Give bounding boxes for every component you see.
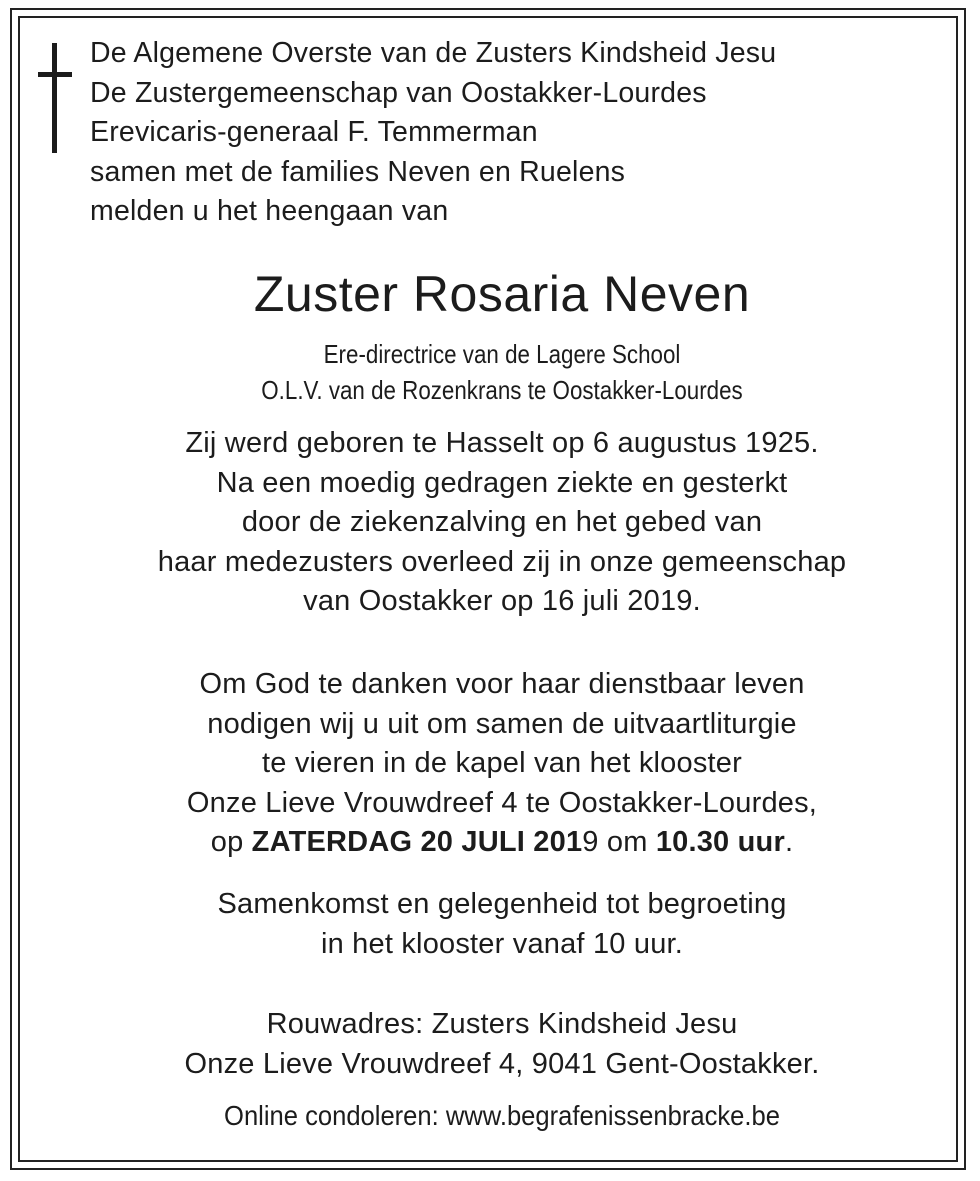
announcer-line: melden u het heengaan van	[90, 195, 449, 227]
announcer-line: Erevicaris-generaal F. Temmerman	[90, 116, 538, 148]
funeral-block	[0, 665, 980, 863]
funeral-line: Onze Lieve Vrouwdreef 4 te Oostakker-Lourdes,	[186, 786, 818, 819]
biography-line: haar medezusters overleed zij in onze gemeenschap	[157, 545, 847, 578]
cross-icon	[38, 43, 72, 155]
funeral-date-line	[0, 823, 980, 863]
announcers-block	[90, 34, 776, 232]
deceased-name: Zuster Rosaria Neven	[253, 266, 751, 322]
gathering-line: Samenkomst en gelegenheid tot begroeting	[217, 888, 787, 920]
address-line: Onze Lieve Vrouwdreef 4, 9041 Gent-Oostakker.	[184, 1047, 820, 1080]
funeral-line: Om God te danken voor haar dienstbaar leven	[199, 668, 805, 700]
title-line: O.L.V. van de Rozenkrans te Oostakker-Lourdes	[261, 375, 743, 405]
title-line: Ere-directrice van de Lagere School	[323, 339, 681, 369]
funeral-date: ZATERDAG 20 JULI 201	[251, 826, 583, 858]
titles-block	[70, 336, 933, 408]
date-end: .	[784, 826, 794, 858]
date-prefix: op	[210, 826, 252, 858]
funeral-line: te vieren in de kapel van het klooster	[262, 747, 742, 779]
announcer-line: De Zustergemeenschap van Oostakker-Lourdes	[90, 76, 707, 109]
biography-block	[0, 424, 980, 622]
biography-line: door de ziekenzalving en het gebed van	[241, 506, 763, 538]
biography-line: Na een moedig gedragen ziekte en gesterkt	[216, 466, 788, 499]
announcer-line: De Algemene Overste van de Zusters Kindsheid Jesu	[90, 37, 777, 69]
address-block	[0, 1005, 980, 1084]
biography-line: Zij werd geboren te Hasselt op 6 augustus 1925.	[185, 427, 819, 459]
gathering-line: in het klooster vanaf 10 uur.	[320, 927, 684, 960]
biography-line: van Oostakker op 16 juli 2019.	[303, 585, 701, 617]
announcer-line: samen met de families Neven en Ruelens	[90, 155, 626, 188]
funeral-time: 10.30 uur	[655, 826, 785, 858]
gathering-block	[0, 885, 980, 964]
date-suffix: 9 om	[582, 826, 656, 858]
online-condolence-link[interactable]: Online condoleren: www.begrafenissenbracke.be	[224, 1100, 780, 1131]
funeral-line: nodigen wij u uit om samen de uitvaartliturgie	[207, 707, 797, 740]
address-line: Rouwadres: Zusters Kindsheid Jesu	[266, 1008, 738, 1040]
